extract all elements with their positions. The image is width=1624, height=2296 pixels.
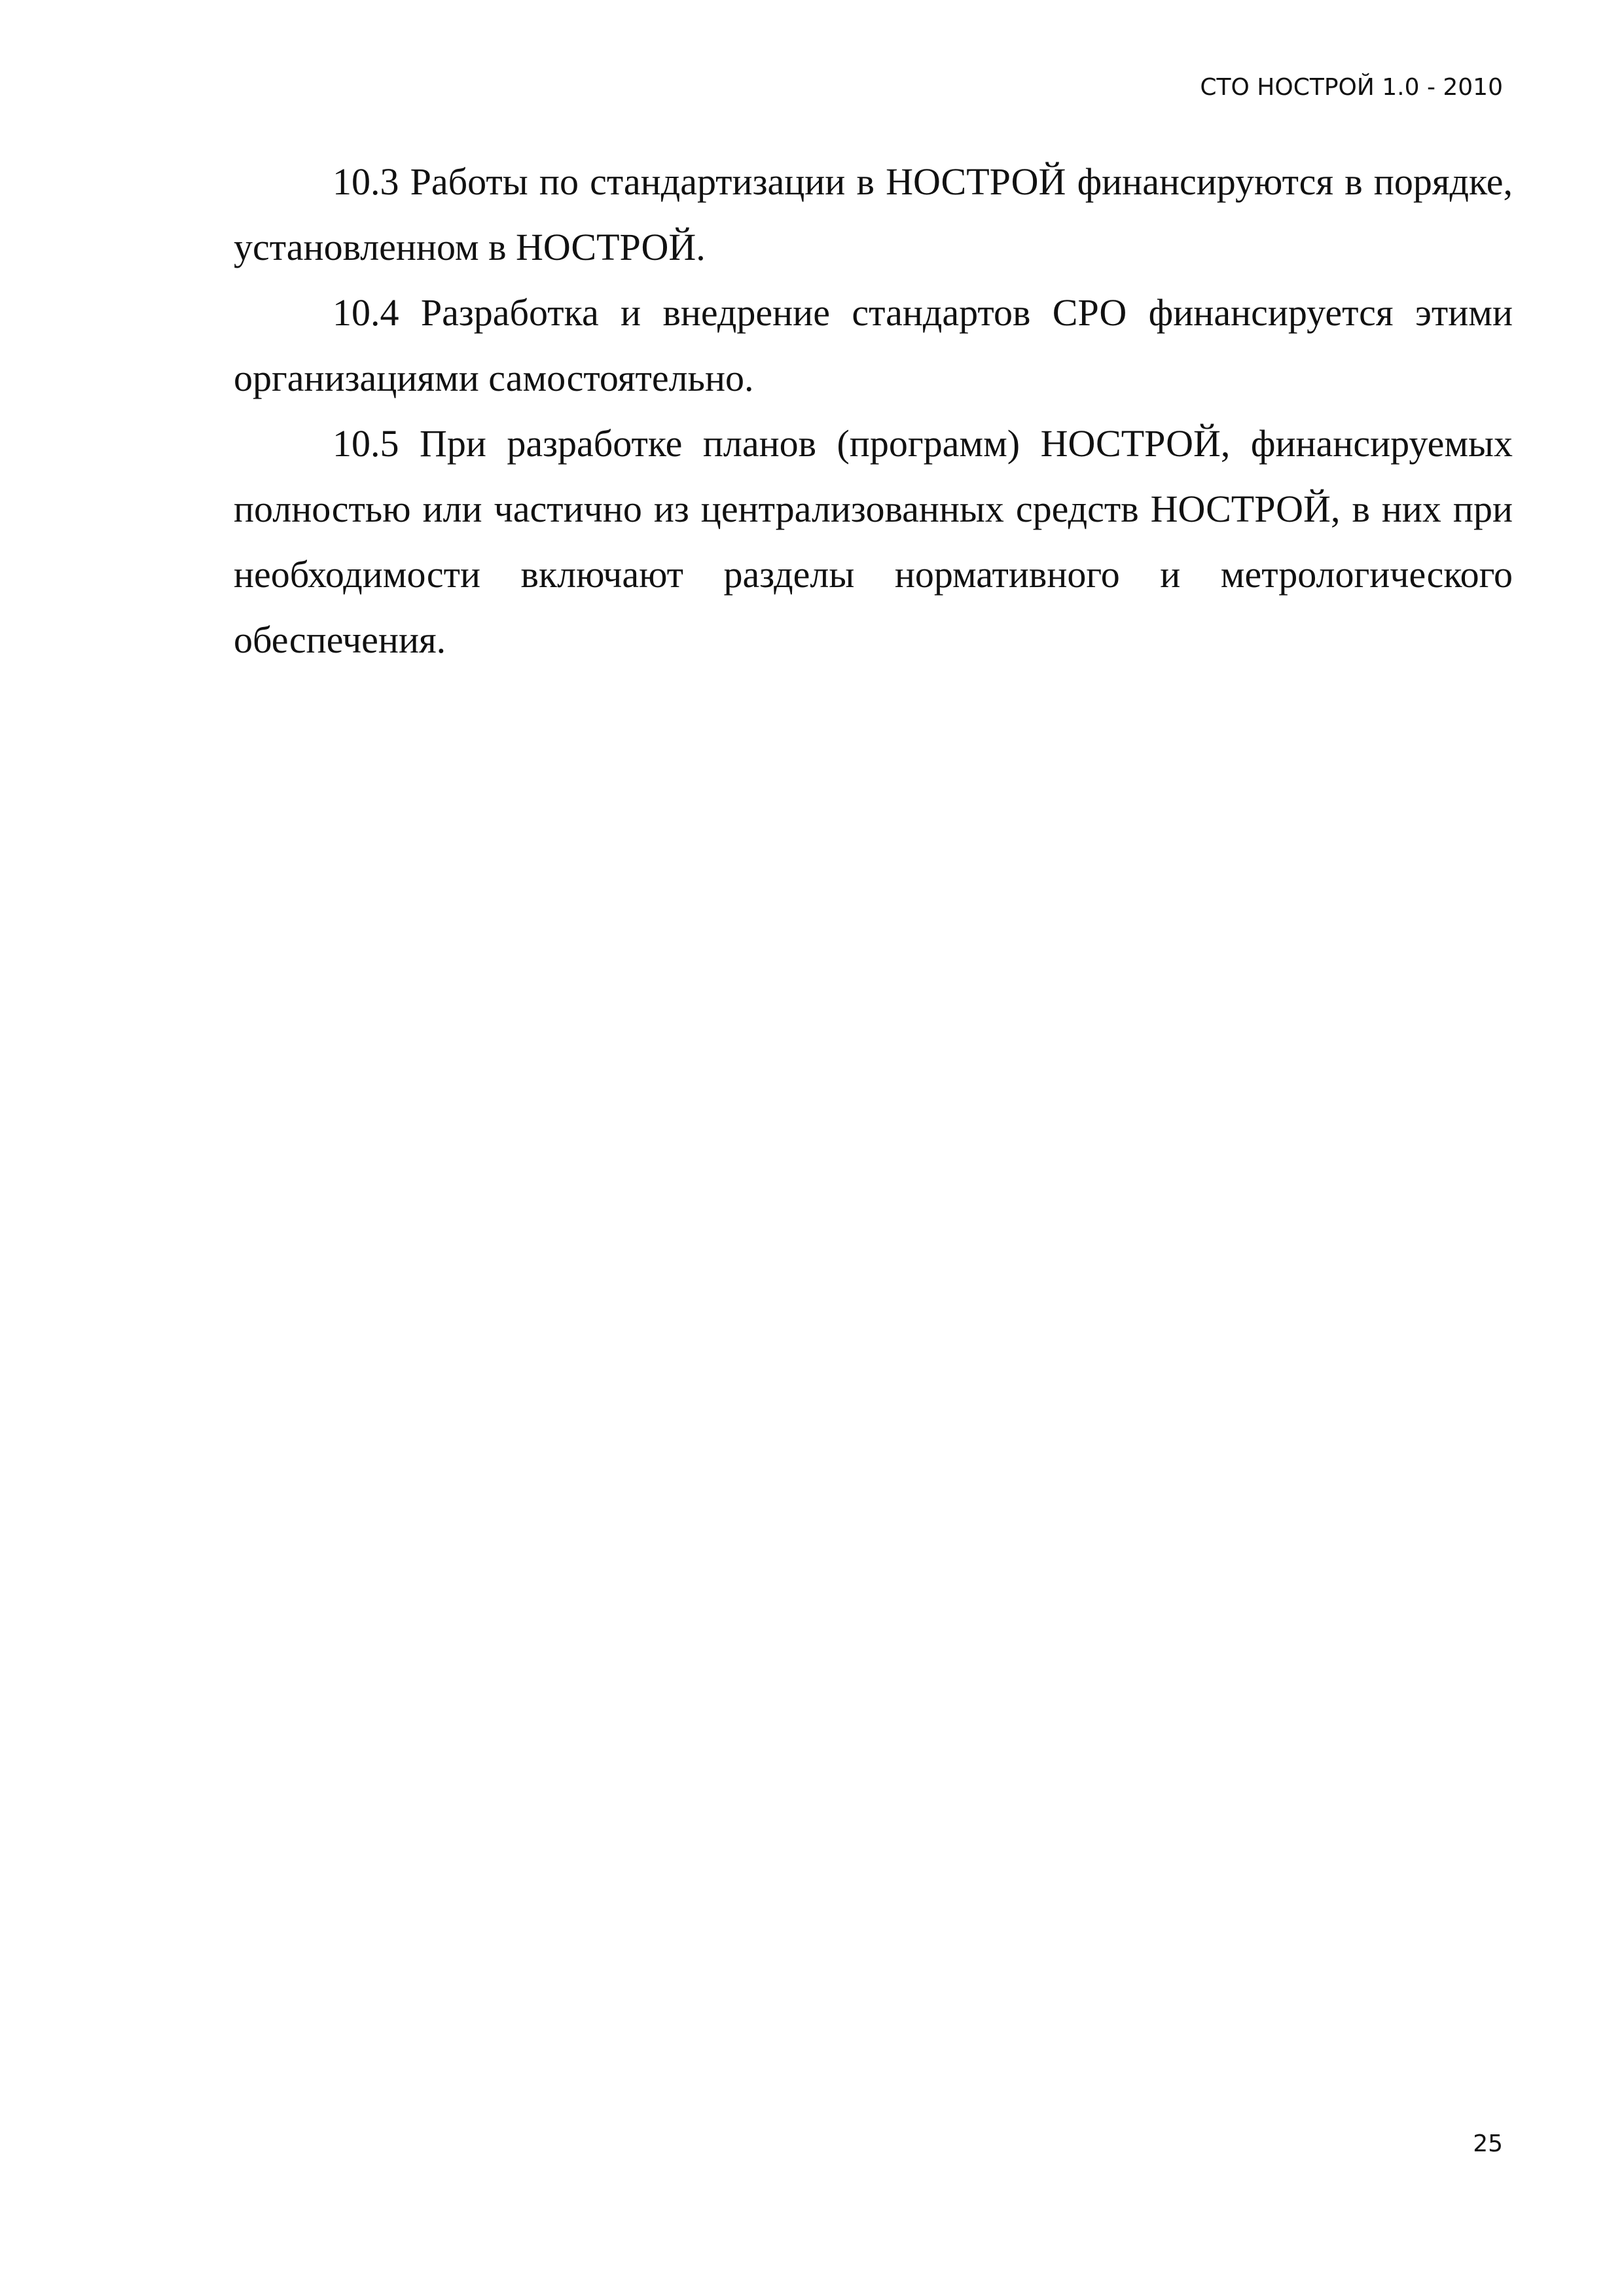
paragraph-10-5 bbox=[234, 411, 1513, 673]
running-header: СТО НОСТРОЙ 1.0 - 2010 bbox=[1200, 74, 1503, 101]
paragraph-number: 10.4 bbox=[333, 291, 399, 334]
paragraph-number: 10.5 bbox=[333, 422, 399, 465]
paragraph-text: Разработка и внедрение стандартов СРО финансируется этими организациями самостоятельно. bbox=[234, 291, 1513, 399]
paragraph-text: При разработке планов (программ) НОСТРОЙ, финансируемых полностью или частично из централизованных средств НОСТРОЙ, в них при необходимости включают разделы нормативного и метрологического обеспечения. bbox=[234, 422, 1513, 661]
paragraph-10-3 bbox=[234, 149, 1513, 280]
document-body bbox=[234, 149, 1513, 673]
paragraph-text: Работы по стандартизации в НОСТРОЙ финансируются в порядке, установленном в НОСТРОЙ. bbox=[234, 160, 1513, 268]
paragraph-number: 10.3 bbox=[333, 160, 399, 203]
page-number: 25 bbox=[1473, 2130, 1503, 2157]
paragraph-10-4 bbox=[234, 280, 1513, 411]
